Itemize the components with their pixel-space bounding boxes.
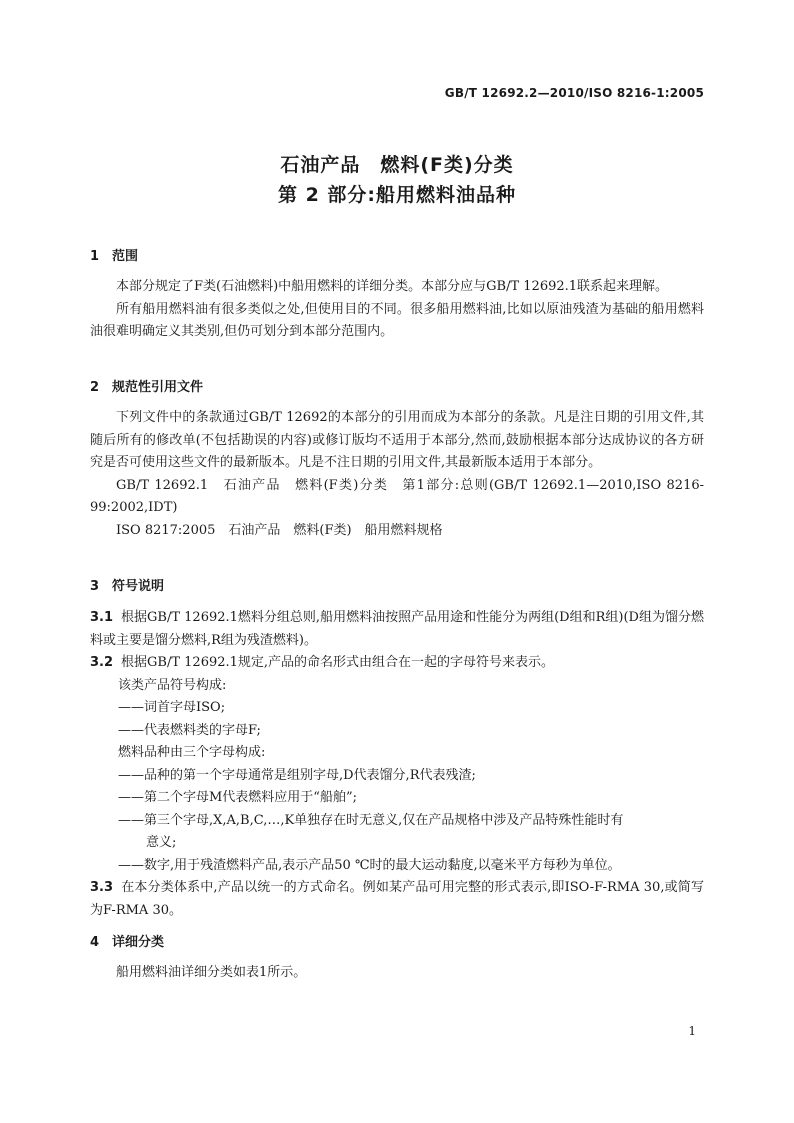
dash-item: ——词首字母ISO; xyxy=(118,700,226,715)
section-4-body xyxy=(90,962,704,985)
reference-entry: GB/T 12692.1 石油产品 燃料(F类)分类 第1部分:总则(GB/T 12692.1—2010,ISO 8216-99:2002,IDT) xyxy=(90,477,704,515)
page-number: 1 xyxy=(688,1024,696,1038)
paragraph: 船用燃料油详细分类如表1所示。 xyxy=(116,965,307,980)
dash-item: ——数字,用于残渣燃料产品,表示产品50 ℃时的最大运动黏度,以毫米平方每秒为单位。 xyxy=(118,857,621,873)
section-heading-text: 详细分类 xyxy=(112,935,165,950)
section-number: 4 xyxy=(90,935,100,950)
paragraph: 本部分规定了F类(石油燃料)中船用燃料的详细分类。本部分应与GB/T 12692.1联系起来理解。 xyxy=(116,279,669,294)
section-heading xyxy=(90,932,704,955)
section-number: 2 xyxy=(90,380,100,395)
dash-item-continuation: 意义; xyxy=(146,835,177,850)
section-heading xyxy=(90,377,704,400)
section-4 xyxy=(90,932,704,955)
clause-text: 根据GB/T 12692.1规定,产品的命名形式由组合在一起的字母符号来表示。 xyxy=(121,655,555,670)
section-1-body xyxy=(90,276,704,344)
clause-3-2 xyxy=(90,652,704,675)
section-heading-text: 范围 xyxy=(112,249,139,264)
reference-entry: ISO 8217:2005 石油产品 燃料(F类) 船用燃料规格 xyxy=(116,522,443,538)
clause-number: 3.3 xyxy=(90,880,114,895)
section-heading-text: 符号说明 xyxy=(112,579,165,594)
list-intro: 该类产品符号构成: xyxy=(118,677,227,693)
clause-number: 3.2 xyxy=(90,655,114,670)
list-intro: 燃料品种由三个字母构成: xyxy=(118,745,266,760)
dash-item: ——第三个字母,X,A,B,C,…,K单独存在时无意义,仅在产品规格中涉及产品特殊性能时有 xyxy=(118,812,624,828)
clause-3-3 xyxy=(90,877,704,922)
document-title: 石油产品 燃料(F类)分类 xyxy=(280,154,514,176)
standard-code: GB/T 12692.2—2010/ISO 8216-1:2005 xyxy=(444,86,704,100)
section-heading xyxy=(90,576,704,599)
document-subtitle: 第 2 部分:船用燃料油品种 xyxy=(277,184,517,206)
section-3 xyxy=(90,576,704,599)
section-3-body xyxy=(90,607,704,922)
clause-3-1 xyxy=(90,607,704,652)
section-number: 1 xyxy=(90,249,100,264)
clause-number: 3.1 xyxy=(90,610,114,625)
section-number: 3 xyxy=(90,579,100,594)
paragraph: 下列文件中的条款通过GB/T 12692的本部分的引用而成为本部分的条款。凡是注日期的引用文件,其随后所有的修改单(不包括勘误的内容)或修订版均不适用于本部分,然而,鼓励根据本部分达成协议的各方研究是否可使用这些文件的最新版本。凡是不注日期的引用文件,其最新版本适用于本部分。 xyxy=(90,410,704,470)
dash-item: ——代表燃料类的字母F; xyxy=(118,722,261,738)
section-2 xyxy=(90,377,704,400)
paragraph: 所有船用燃料油有很多类似之处,但使用目的不同。很多船用燃料油,比如以原油残渣为基础的船用燃料油很难明确定义其类别,但仍可划分到本部分范围内。 xyxy=(90,301,704,339)
dash-item: ——品种的第一个字母通常是组别字母,D代表馏分,R代表残渣; xyxy=(118,767,476,783)
dash-item: ——第二个字母M代表燃料应用于“船舶”; xyxy=(118,790,357,805)
section-heading-text: 规范性引用文件 xyxy=(112,380,204,395)
section-1 xyxy=(90,246,704,269)
section-heading xyxy=(90,246,704,269)
clause-text: 在本分类体系中,产品以统一的方式命名。例如某产品可用完整的形式表示,即ISO-F-RMA 30,或简写为F-RMA 30。 xyxy=(90,880,704,918)
section-2-body xyxy=(90,407,704,542)
clause-text: 根据GB/T 12692.1燃料分组总则,船用燃料油按照产品用途和性能分为两组(D组和R组)(D组为馏分燃料或主要是馏分燃料,R组为残渣燃料)。 xyxy=(90,610,704,648)
